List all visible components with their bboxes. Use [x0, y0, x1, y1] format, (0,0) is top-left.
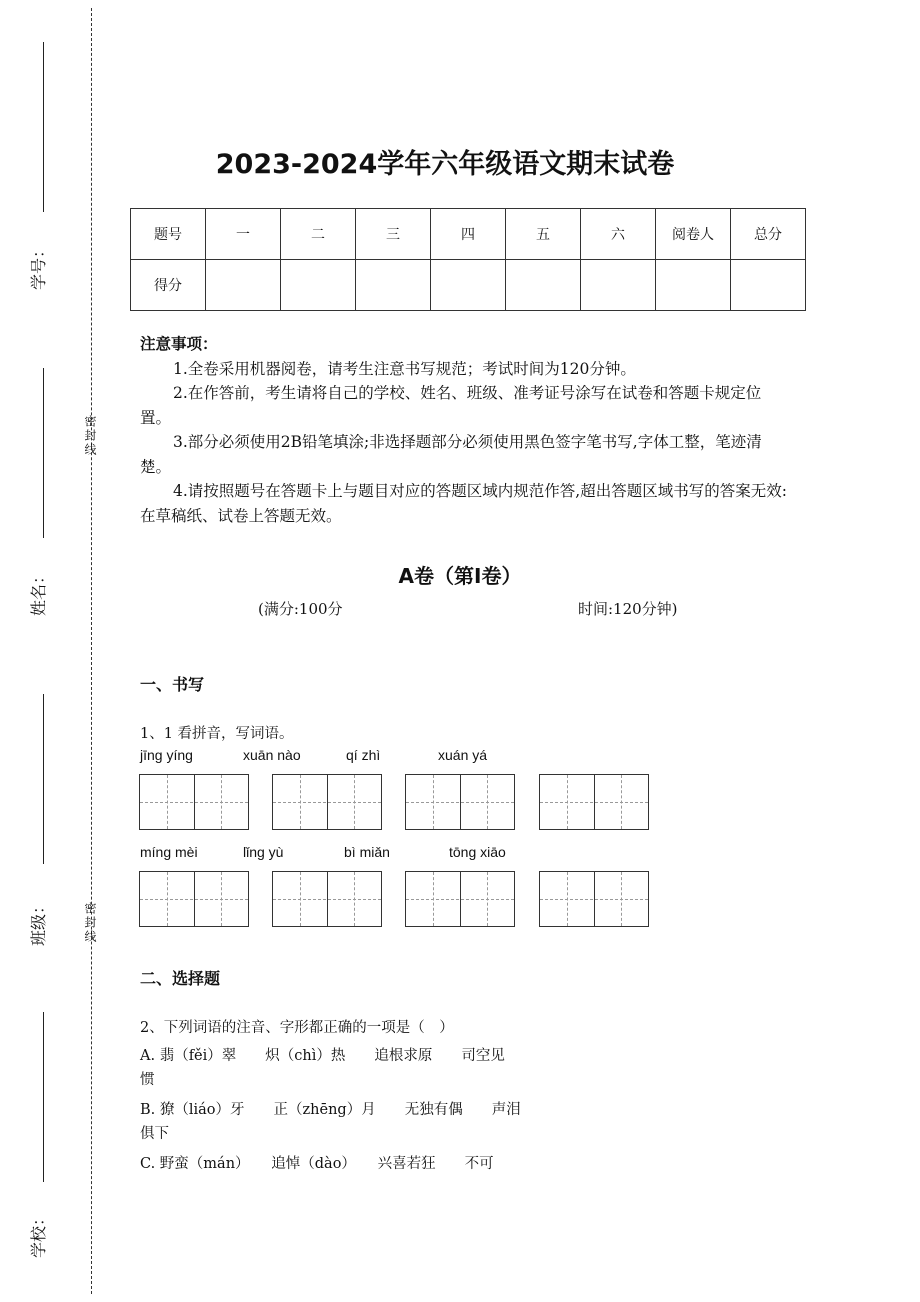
header-cell: 三: [356, 209, 431, 260]
option-b-line2: 俱下: [140, 1126, 169, 1142]
score-table-score-row: [131, 260, 806, 311]
option-a-line2: 惯: [140, 1072, 155, 1088]
score-table-header-row: [131, 209, 806, 260]
class-label: 班级：: [29, 897, 48, 946]
writing-grid[interactable]: [139, 774, 249, 830]
writing-grid[interactable]: [272, 774, 382, 830]
header-cell: 阅卷人: [656, 209, 731, 260]
option-b[interactable]: [140, 1098, 521, 1146]
writing-grid[interactable]: [272, 871, 382, 927]
header-cell: 题号: [131, 209, 206, 260]
writing-grid[interactable]: [139, 871, 249, 927]
writing-grid[interactable]: [539, 871, 649, 927]
name-line[interactable]: [43, 368, 44, 538]
score-cell[interactable]: [281, 260, 356, 311]
seal-text-upper: 密封线: [83, 415, 97, 457]
pinyin-label: xuān nào: [243, 747, 301, 763]
page-title: 2023-2024学年六年级语文期末试卷: [215, 149, 675, 180]
volume-title: A卷（第Ⅰ卷）: [398, 564, 522, 588]
full-score-info: (满分:100分: [258, 600, 343, 618]
score-cell[interactable]: [656, 260, 731, 311]
school-line[interactable]: [43, 1012, 44, 1182]
pinyin-label: qí zhì: [346, 747, 381, 763]
header-cell: 五: [506, 209, 581, 260]
pinyin-label: lǐng yù: [243, 844, 284, 860]
note-item: 3.部分必须使用2B铅笔填涂;非选择题部分必须使用黑色签字笔书写,字体工整，笔迹清楚。: [140, 433, 762, 476]
option-a-line1: A. 翡（fěi）翠 炽（chì）热 追根求原 司空见: [140, 1048, 505, 1064]
score-cell[interactable]: [581, 260, 656, 311]
question-1: 1、1 看拼音，写词语。: [140, 726, 294, 742]
note-item: 2.在作答前，考生请将自己的学校、姓名、班级、准考证号涂写在试卷和答题卡规定位置。: [140, 384, 762, 427]
class-line[interactable]: [43, 694, 44, 864]
time-info: 时间:120分钟): [578, 600, 678, 618]
student-id-line[interactable]: [43, 42, 44, 212]
pinyin-label: bì miǎn: [344, 844, 390, 860]
score-cell[interactable]: [731, 260, 806, 311]
section-heading-writing: 一、书写: [140, 675, 205, 694]
pinyin-label: jīng yíng: [140, 747, 193, 763]
score-cell[interactable]: [356, 260, 431, 311]
seal-text-lower: 密封线: [83, 902, 97, 944]
score-cell[interactable]: [431, 260, 506, 311]
header-cell: 六: [581, 209, 656, 260]
question-2: 2、下列词语的注音、字形都正确的一项是（ ）: [140, 1020, 454, 1036]
writing-grid[interactable]: [405, 774, 515, 830]
header-cell: 四: [431, 209, 506, 260]
header-cell: 一: [206, 209, 281, 260]
pinyin-label: tōng xiāo: [449, 844, 506, 860]
score-table: [130, 208, 806, 311]
note-item: 4.请按照题号在答题卡上与题目对应的答题区域内规范作答,超出答题区域书写的答案无效:在草稿纸、试卷上答题无效。: [140, 482, 787, 525]
score-row-label: 得分: [131, 260, 206, 311]
note-item: 1.全卷采用机器阅卷，请考生注意书写规范；考试时间为120分钟。: [173, 359, 636, 378]
option-a[interactable]: [140, 1044, 505, 1092]
school-label: 学校：: [29, 1209, 48, 1258]
option-c-line1: C. 野蛮（mán） 追悼（dào） 兴喜若狂 不可: [140, 1156, 494, 1172]
option-b-line1: B. 獠（liáo）牙 正（zhēng）月 无独有偶 声泪: [140, 1102, 521, 1118]
header-cell: 二: [281, 209, 356, 260]
score-cell[interactable]: [206, 260, 281, 311]
notes-heading: 注意事项：: [140, 334, 218, 353]
student-id-label: 学号：: [29, 241, 48, 290]
name-label: 姓名：: [29, 567, 48, 616]
pinyin-label: xuán yá: [438, 747, 488, 763]
binding-dashed-line: [91, 8, 92, 1294]
writing-grid[interactable]: [405, 871, 515, 927]
option-c[interactable]: [140, 1152, 494, 1176]
exam-notes: [140, 332, 790, 528]
writing-grid[interactable]: [539, 774, 649, 830]
pinyin-label: míng mèi: [140, 844, 198, 860]
score-cell[interactable]: [506, 260, 581, 311]
header-cell: 总分: [731, 209, 806, 260]
section-heading-choice: 二、选择题: [140, 969, 221, 988]
